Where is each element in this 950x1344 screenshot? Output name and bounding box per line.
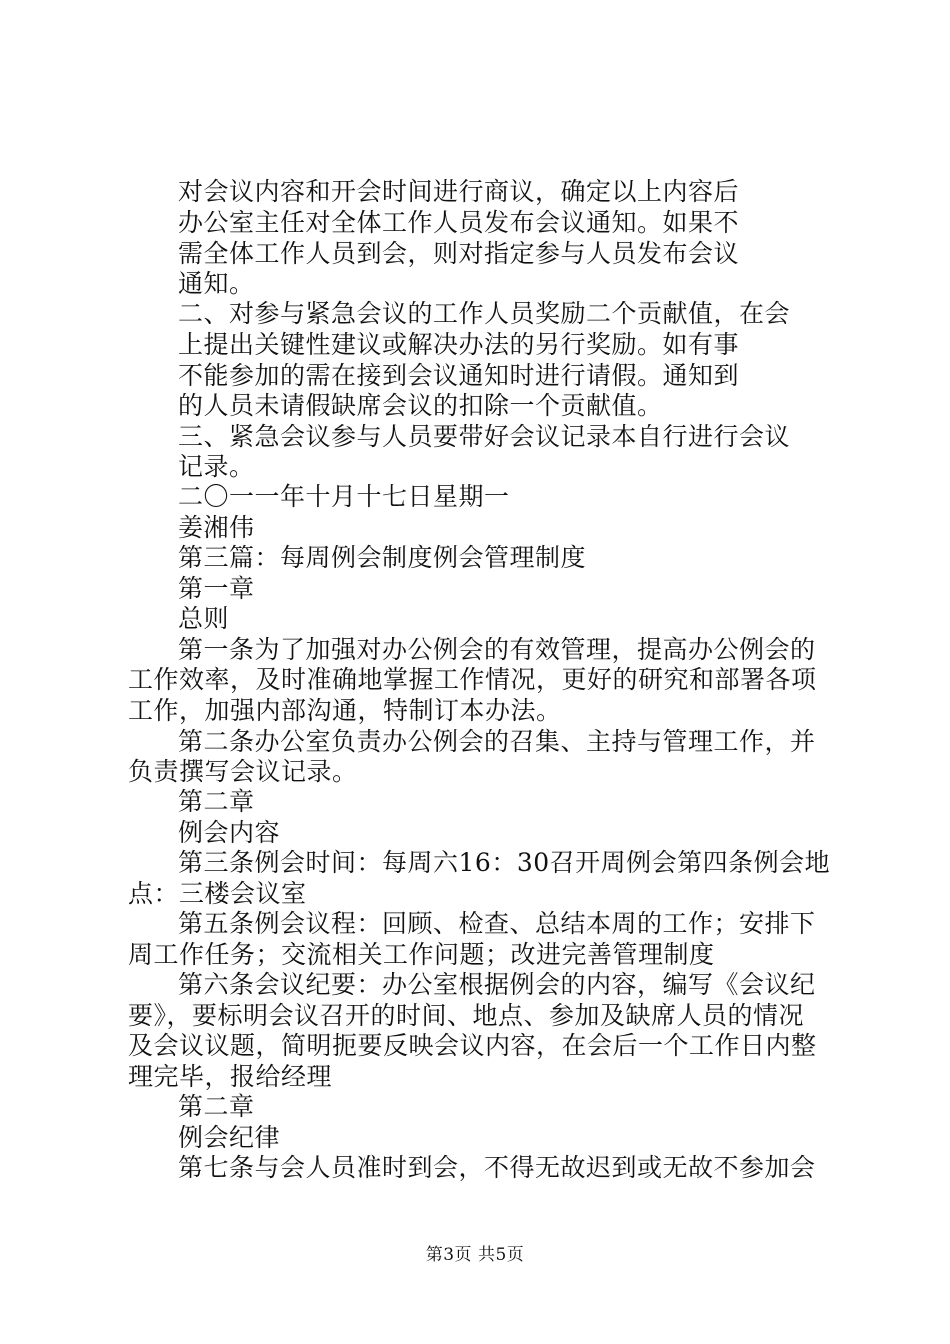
text-line: 记录。	[178, 452, 255, 481]
text-line: 第六条会议纪要：办公室根据例会的内容，编写《会议纪	[178, 970, 816, 999]
text-line: 二、对参与紧急会议的工作人员奖励二个贡献值，在会	[178, 299, 791, 328]
date-line: 二〇一一年十月十七日星期一	[178, 482, 510, 511]
page-number-footer: 第3页 共5页	[425, 1245, 525, 1265]
text-line: 工作，加强内部沟通，特制订本办法。	[128, 696, 562, 725]
text-line: 要》，要标明会议召开的时间、地点、参加及缺席人员的情况	[128, 1001, 805, 1030]
chapter-title: 例会内容	[178, 818, 281, 847]
text-line: 通知。	[178, 269, 255, 298]
chapter-heading: 第二章	[178, 1092, 255, 1121]
text-line: 第七条与会人员准时到会，不得无故迟到或无故不参加会	[178, 1153, 816, 1182]
text-line: 及会议议题，简明扼要反映会议内容，在会后一个工作日内整	[128, 1031, 817, 1060]
author-line: 姜湘伟	[178, 513, 255, 542]
text-line: 理完毕，报给经理	[128, 1062, 333, 1091]
text-line: 工作效率，及时准确地掌握工作情况，更好的研究和部署各项	[128, 665, 817, 694]
chapter-heading: 第一章	[178, 574, 255, 603]
text-line: 需全体工作人员到会，则对指定参与人员发布会议	[178, 239, 740, 268]
text-line: 第三条例会时间：每周六16：30召开周例会第四条例会地	[178, 848, 831, 877]
text-line: 办公室主任对全体工作人员发布会议通知。如果不	[178, 208, 740, 237]
text-line: 周工作任务；交流相关工作问题；改进完善管理制度	[128, 940, 715, 969]
chapter-title: 例会纪律	[178, 1123, 281, 1152]
text-line: 点：三楼会议室	[128, 879, 307, 908]
text-line: 三、紧急会议参与人员要带好会议记录本自行进行会议	[178, 422, 791, 451]
text-line: 的人员未请假缺席会议的扣除一个贡献值。	[178, 391, 663, 420]
chapter-title: 总则	[178, 604, 230, 633]
text-line: 不能参加的需在接到会议通知时进行请假。通知到	[178, 361, 740, 390]
section-title: 第三篇：每周例会制度例会管理制度	[178, 543, 587, 572]
text-line: 第一条为了加强对办公例会的有效管理，提高办公例会的	[178, 635, 816, 664]
text-line: 第五条例会议程：回顾、检查、总结本周的工作；安排下	[178, 909, 816, 938]
text-line: 对会议内容和开会时间进行商议，确定以上内容后	[178, 177, 740, 206]
text-line: 负责撰写会议记录。	[128, 757, 358, 786]
text-line: 上提出关键性建议或解决办法的另行奖励。如有事	[178, 330, 740, 359]
chapter-heading: 第二章	[178, 787, 255, 816]
text-line: 第二条办公室负责办公例会的召集、主持与管理工作，并	[178, 727, 816, 756]
